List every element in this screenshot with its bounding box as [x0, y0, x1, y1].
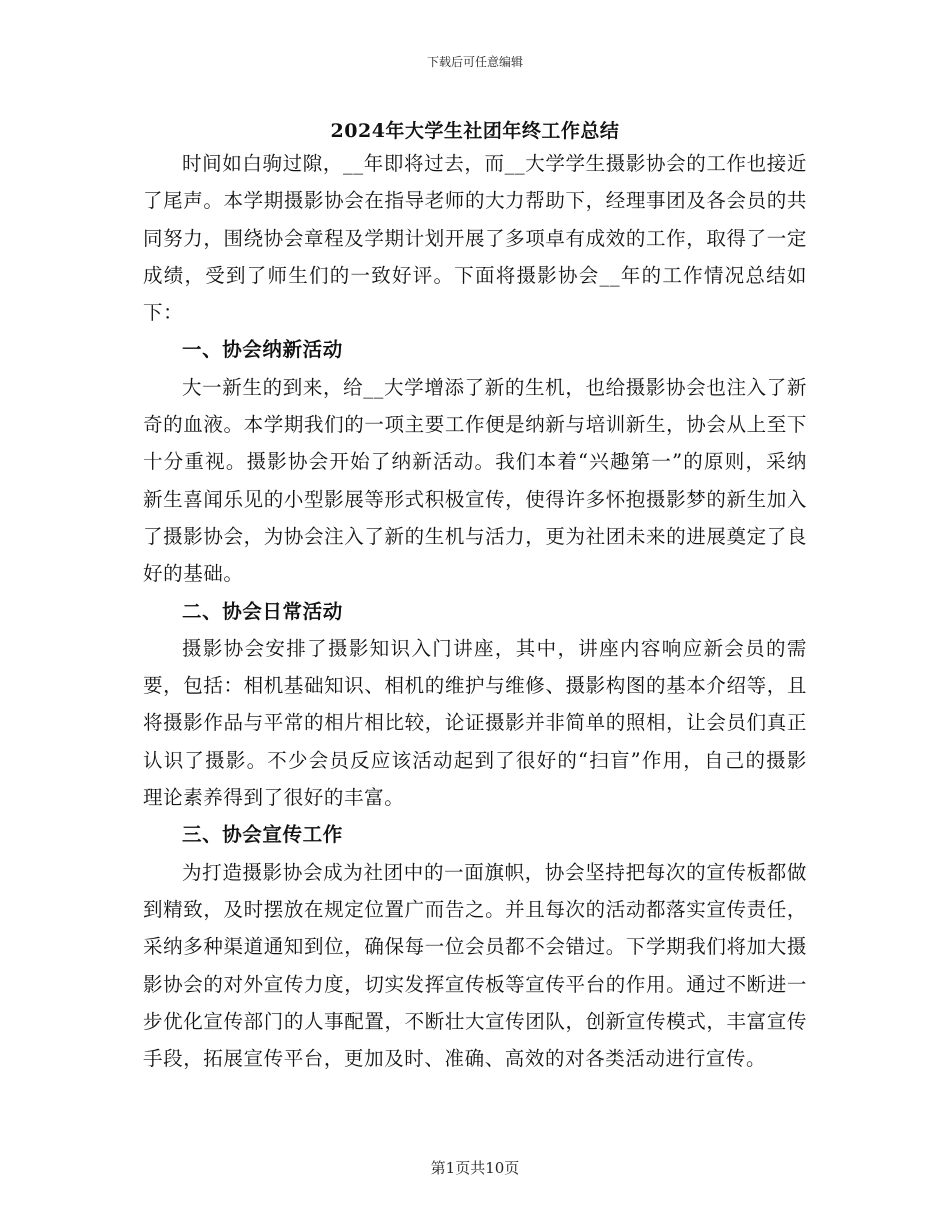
- section-text-daily-activities: 摄影协会安排了摄影知识入门讲座，其中，讲座内容响应新会员的需要，包括：相机基础知识、相机的维护与维修、摄影构图的基本介绍等，且将摄影作品与平常的相片相比较，论证摄影并非简单的照相，让会员们真正认识了摄影。不少会员反应该活动起到了很好的“扫盲”作用，自己的摄影理论素养得到了很好的丰富。: [143, 636, 807, 810]
- section-heading-recruitment: 一、协会纳新活动: [182, 338, 343, 362]
- intro-paragraph: 时间如白驹过隙，__年即将过去，而__大学学生摄影协会的工作也接近了尾声。本学期摄影协会在指导老师的大力帮助下，经理事团及各会员的共同努力，围绕协会章程及学期计划开展了多项卓有成效的工作，取得了一定成绩，受到了师生们的一致好评。下面将摄影协会__年的工作情况总结如下：: [143, 152, 807, 325]
- section-text-recruitment: 大一新生的到来，给__大学增添了新的生机，也给摄影协会也注入了新奇的血液。本学期我们的一项主要工作便是纳新与培训新生，协会从上至下十分重视。摄影协会开始了纳新活动。我们本着“兴趣第一”的原则，采纳新生喜闻乐见的小型影展等形式积极宣传，使得许多怀抱摄影梦的新生加入了摄影协会，为协会注入了新的生机与活力，更为社团未来的进展奠定了良好的基础。: [143, 375, 807, 586]
- section-text-publicity: 为打造摄影协会成为社团中的一面旗帜，协会坚持把每次的宣传板都做到精致，及时摆放在规定位置广而告之。并且每次的活动都落实宣传责任，采纳多种渠道通知到位，确保每一位会员都不会错过。下学期我们将加大摄影协会的对外宣传力度，切实发挥宣传板等宣传平台的作用。通过不断进一步优化宣传部门的人事配置，不断壮大宣传团队，创新宣传模式，丰富宣传手段，拓展宣传平台，更加及时、准确、高效的对各类活动进行宣传。: [143, 860, 807, 1071]
- section-heading-publicity: 三、协会宣传工作: [182, 823, 343, 847]
- document-body: [143, 145, 807, 1077]
- header-note: 下载后可任意编辑: [426, 55, 523, 69]
- document-title: 2024年大学生社团年终工作总结: [330, 120, 620, 142]
- page-footer: 第1页共10页: [430, 1159, 520, 1177]
- section-heading-daily-activities: 二、协会日常活动: [182, 599, 343, 623]
